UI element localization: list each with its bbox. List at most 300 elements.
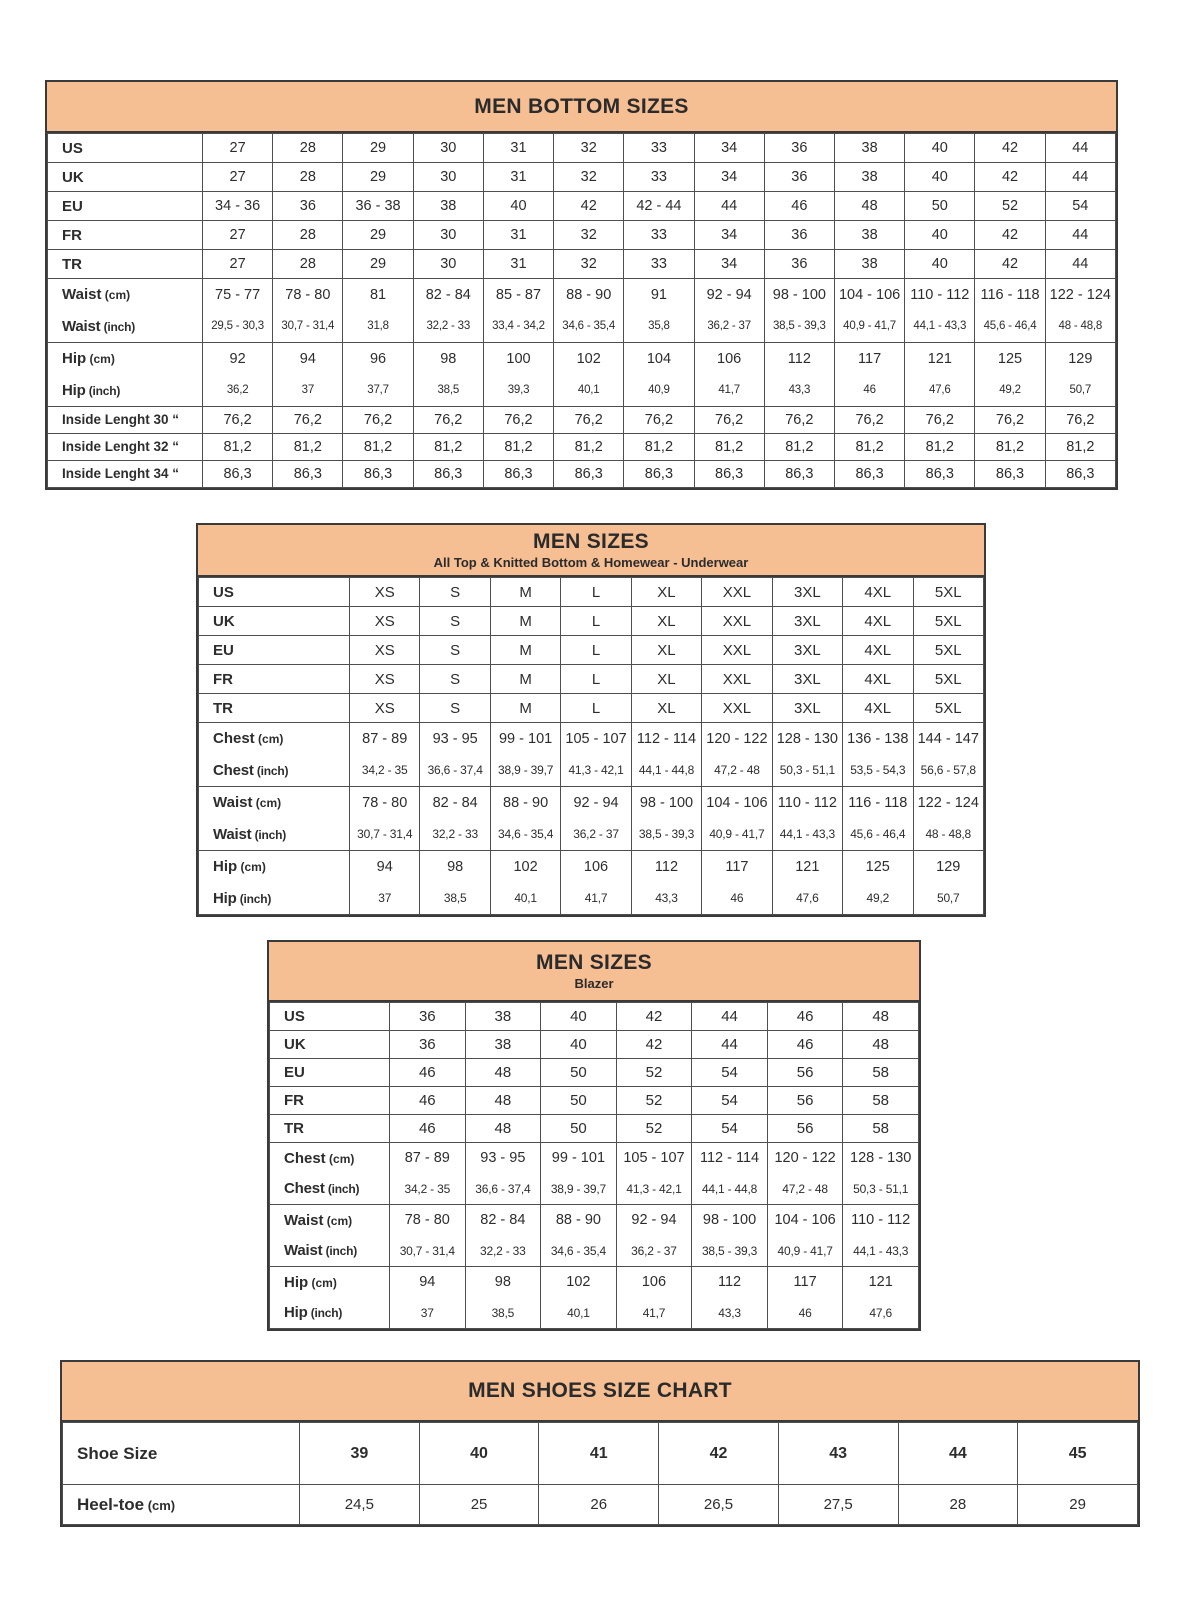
- data-cell: 29: [343, 250, 413, 279]
- row-label: [199, 607, 350, 636]
- data-cell: 56: [767, 1059, 843, 1087]
- row-label-unit: (inch): [100, 320, 136, 334]
- data-cell: 81,2: [554, 434, 624, 461]
- data-cell: 3XL: [772, 578, 842, 607]
- data-cell: 105 - 107 41,3 - 42,1: [561, 723, 631, 787]
- row-label: [270, 1059, 390, 1087]
- data-cell: 42: [616, 1031, 692, 1059]
- data-cell: 46: [767, 1003, 843, 1031]
- data-cell: XXL: [702, 636, 772, 665]
- data-cell: 92 - 94 36,2 - 37: [694, 279, 764, 343]
- table-row: [48, 279, 1116, 343]
- data-cell: 50: [541, 1115, 617, 1143]
- row-label-unit: (cm): [101, 288, 131, 302]
- data-cell: 34 - 36: [203, 192, 273, 221]
- data-cell: 91 35,8: [624, 279, 694, 343]
- data-cell: S: [420, 578, 490, 607]
- data-cell: 36: [390, 1031, 466, 1059]
- data-cell: 106 41,7: [694, 343, 764, 407]
- data-cell: 122 - 124 48 - 48,8: [913, 787, 984, 851]
- data-cell: 76,2: [694, 407, 764, 434]
- data-cell: 98 38,5: [465, 1267, 541, 1329]
- data-cell: 121 47,6: [772, 851, 842, 915]
- data-cell: XL: [631, 578, 701, 607]
- data-cell: 76,2: [905, 407, 975, 434]
- data-cell: 86,3: [203, 461, 273, 488]
- data-cell: 40: [541, 1031, 617, 1059]
- data-cell: 44: [1045, 221, 1115, 250]
- data-cell: 43: [778, 1423, 898, 1485]
- data-cell: 38: [834, 134, 904, 163]
- row-label: [48, 407, 203, 434]
- data-cell: 26,5: [659, 1485, 779, 1525]
- data-cell: 58: [843, 1059, 919, 1087]
- table-row: [199, 636, 984, 665]
- data-cell: 44: [1045, 134, 1115, 163]
- data-cell: 27,5: [778, 1485, 898, 1525]
- data-cell: 5XL: [913, 694, 984, 723]
- data-cell: 86,3: [975, 461, 1045, 488]
- row-label-text: UK: [62, 168, 84, 186]
- data-cell: 30: [413, 221, 483, 250]
- table-row: [270, 1205, 919, 1267]
- data-cell: 81,2: [1045, 434, 1115, 461]
- row-label-unit: (inch): [307, 1306, 343, 1320]
- data-cell: 38: [834, 163, 904, 192]
- row-label-text: Hip: [213, 890, 237, 907]
- data-cell: 38: [413, 192, 483, 221]
- data-cell: 44: [692, 1003, 768, 1031]
- row-label-unit: (cm): [325, 1152, 355, 1166]
- data-cell: 56: [767, 1115, 843, 1143]
- row-label: [199, 723, 350, 787]
- data-cell: 33: [624, 250, 694, 279]
- row-label-text: Hip: [284, 1304, 308, 1321]
- row-label-text: US: [62, 139, 83, 157]
- data-cell: 81,2: [343, 434, 413, 461]
- data-cell: 36: [390, 1003, 466, 1031]
- data-cell: 88 - 90 34,6 - 35,4: [490, 787, 560, 851]
- data-cell: 5XL: [913, 636, 984, 665]
- data-cell: 34: [694, 221, 764, 250]
- table-header: [198, 525, 984, 577]
- row-label: [270, 1031, 390, 1059]
- data-cell: 92 36,2: [203, 343, 273, 407]
- row-label-unit: (inch): [236, 892, 272, 906]
- data-cell: 4XL: [843, 578, 913, 607]
- data-cell: L: [561, 607, 631, 636]
- row-label-unit: (cm): [323, 1214, 353, 1228]
- row-label: [199, 851, 350, 915]
- data-cell: 48: [834, 192, 904, 221]
- row-label-text: Hip: [62, 350, 87, 367]
- data-cell: L: [561, 578, 631, 607]
- data-cell: 27: [203, 221, 273, 250]
- data-cell: 104 40,9: [624, 343, 694, 407]
- data-cell: 96 37,7: [343, 343, 413, 407]
- men-sizes-tops-table: [196, 523, 986, 917]
- data-cell: 120 - 122 47,2 - 48: [702, 723, 772, 787]
- data-cell: 48: [465, 1059, 541, 1087]
- data-cell: 45: [1018, 1423, 1138, 1485]
- data-cell: 30: [413, 134, 483, 163]
- row-label-text: Hip: [284, 1274, 309, 1291]
- row-label: [199, 694, 350, 723]
- data-cell: 3XL: [772, 694, 842, 723]
- data-cell: 38: [465, 1031, 541, 1059]
- data-cell: 31: [483, 221, 553, 250]
- data-cell: 52: [616, 1059, 692, 1087]
- row-label-text: US: [213, 583, 234, 601]
- data-cell: 78 - 80 30,7 - 31,4: [390, 1205, 466, 1267]
- row-label-text: Chest: [284, 1180, 325, 1197]
- table-header: [62, 1362, 1138, 1422]
- data-cell: 4XL: [843, 665, 913, 694]
- row-label: [270, 1143, 390, 1205]
- data-cell: 136 - 138 53,5 - 54,3: [843, 723, 913, 787]
- data-cell: 33: [624, 221, 694, 250]
- table-row: [48, 407, 1116, 434]
- data-cell: 44: [1045, 250, 1115, 279]
- row-label: [48, 434, 203, 461]
- table-row: [270, 1031, 919, 1059]
- data-cell: 110 - 112 44,1 - 43,3: [843, 1205, 919, 1267]
- data-cell: 40: [419, 1423, 539, 1485]
- data-cell: 92 - 94 36,2 - 37: [616, 1205, 692, 1267]
- data-cell: 54: [692, 1115, 768, 1143]
- row-label-text: Chest: [284, 1150, 326, 1167]
- table-row: [48, 163, 1116, 192]
- row-label-text: Waist: [213, 826, 252, 843]
- data-cell: 50: [541, 1059, 617, 1087]
- data-cell: 36: [764, 163, 834, 192]
- data-cell: 3XL: [772, 665, 842, 694]
- data-cell: 112 - 114 44,1 - 44,8: [692, 1143, 768, 1205]
- data-cell: 46: [764, 192, 834, 221]
- data-cell: 81,2: [273, 434, 343, 461]
- table-row: [199, 787, 984, 851]
- data-cell: 26: [539, 1485, 659, 1525]
- data-cell: 116 - 118 45,6 - 46,4: [843, 787, 913, 851]
- row-label-text: Waist: [284, 1212, 324, 1229]
- row-label-text: US: [284, 1008, 305, 1025]
- data-cell: 117 46: [702, 851, 772, 915]
- data-cell: 125 49,2: [843, 851, 913, 915]
- row-label: [270, 1267, 390, 1329]
- row-label-unit: (inch): [251, 828, 287, 842]
- table-row: [270, 1115, 919, 1143]
- data-cell: 48: [843, 1003, 919, 1031]
- row-label-text: UK: [284, 1036, 306, 1053]
- data-cell: 81,2: [413, 434, 483, 461]
- data-cell: 40: [905, 221, 975, 250]
- data-cell: 82 - 84 32,2 - 33: [413, 279, 483, 343]
- data-cell: XXL: [702, 607, 772, 636]
- data-cell: 3XL: [772, 636, 842, 665]
- data-cell: 40: [541, 1003, 617, 1031]
- data-cell: 42: [616, 1003, 692, 1031]
- data-cell: 42: [975, 134, 1045, 163]
- data-cell: 56: [767, 1087, 843, 1115]
- data-cell: 46: [390, 1059, 466, 1087]
- data-cell: XXL: [702, 578, 772, 607]
- row-label: [48, 192, 203, 221]
- table-row: [48, 221, 1116, 250]
- data-cell: S: [420, 665, 490, 694]
- data-cell: 81,2: [764, 434, 834, 461]
- row-label: [270, 1205, 390, 1267]
- data-cell: XS: [350, 607, 420, 636]
- data-cell: S: [420, 607, 490, 636]
- data-cell: 129 50,7: [1045, 343, 1115, 407]
- row-label: [48, 250, 203, 279]
- data-cell: 54: [1045, 192, 1115, 221]
- row-label-text: UK: [213, 612, 235, 630]
- row-label-unit: (inch): [322, 1244, 358, 1258]
- data-cell: 36: [764, 134, 834, 163]
- data-cell: 112 43,3: [692, 1267, 768, 1329]
- table-row: [270, 1087, 919, 1115]
- data-cell: 48: [465, 1087, 541, 1115]
- data-cell: 110 - 112 44,1 - 43,3: [772, 787, 842, 851]
- table-row: [48, 434, 1116, 461]
- data-cell: 36 - 38: [343, 192, 413, 221]
- row-label: [48, 461, 203, 488]
- data-cell: 86,3: [343, 461, 413, 488]
- table-header: [269, 942, 919, 1002]
- row-label-unit: (cm): [237, 860, 266, 874]
- data-cell: 76,2: [483, 407, 553, 434]
- men-shoes-size-chart-table: [60, 1360, 1140, 1527]
- men-bottom-sizes-table: [45, 80, 1118, 490]
- data-cell: 75 - 77 29,5 - 30,3: [203, 279, 273, 343]
- row-label-text: Waist: [62, 286, 102, 303]
- data-cell: 122 - 124 48 - 48,8: [1045, 279, 1115, 343]
- data-cell: XS: [350, 694, 420, 723]
- data-cell: 4XL: [843, 607, 913, 636]
- data-cell: M: [490, 578, 560, 607]
- data-cell: 44: [694, 192, 764, 221]
- data-cell: 50: [905, 192, 975, 221]
- data-cell: M: [490, 636, 560, 665]
- row-label-unit: (cm): [144, 1497, 176, 1513]
- table-row: [270, 1143, 919, 1205]
- data-cell: 46: [390, 1115, 466, 1143]
- table-row: [270, 1003, 919, 1031]
- data-cell: 93 - 95 36,6 - 37,4: [420, 723, 490, 787]
- data-cell: 144 - 147 56,6 - 57,8: [913, 723, 984, 787]
- row-label-unit: (inch): [253, 764, 289, 778]
- data-cell: 78 - 80 30,7 - 31,4: [273, 279, 343, 343]
- row-label-text: EU: [284, 1064, 305, 1081]
- row-label-text: FR: [284, 1092, 304, 1109]
- data-cell: 129 50,7: [913, 851, 984, 915]
- data-cell: 81,2: [483, 434, 553, 461]
- data-cell: 88 - 90 34,6 - 35,4: [554, 279, 624, 343]
- row-label: [48, 221, 203, 250]
- data-cell: 32: [554, 250, 624, 279]
- data-cell: 4XL: [843, 694, 913, 723]
- data-cell: 24,5: [300, 1485, 420, 1525]
- table-row: [199, 694, 984, 723]
- data-cell: 86,3: [624, 461, 694, 488]
- row-label-unit: (cm): [254, 732, 284, 746]
- data-cell: 104 - 106 40,9 - 41,7: [702, 787, 772, 851]
- row-label: [199, 787, 350, 851]
- data-cell: 121 47,6: [905, 343, 975, 407]
- table-row: [48, 343, 1116, 407]
- row-label-text: Hip: [213, 858, 238, 875]
- data-cell: M: [490, 694, 560, 723]
- data-cell: 128 - 130 50,3 - 51,1: [772, 723, 842, 787]
- table-header: [47, 82, 1116, 133]
- data-cell: 32: [554, 221, 624, 250]
- data-cell: 29: [1018, 1485, 1138, 1525]
- data-cell: 86,3: [273, 461, 343, 488]
- data-cell: 54: [692, 1059, 768, 1087]
- row-label-text: TR: [213, 699, 233, 717]
- data-cell: 5XL: [913, 578, 984, 607]
- data-cell: 44: [1045, 163, 1115, 192]
- data-cell: 76,2: [203, 407, 273, 434]
- data-cell: 76,2: [1045, 407, 1115, 434]
- data-cell: 117 46: [834, 343, 904, 407]
- data-cell: 5XL: [913, 607, 984, 636]
- data-cell: 31: [483, 134, 553, 163]
- data-cell: 28: [273, 134, 343, 163]
- table-row: [270, 1267, 919, 1329]
- data-cell: 76,2: [764, 407, 834, 434]
- data-cell: 40: [905, 250, 975, 279]
- data-cell: 58: [843, 1115, 919, 1143]
- data-cell: 27: [203, 134, 273, 163]
- data-cell: 28: [273, 250, 343, 279]
- data-cell: 31: [483, 250, 553, 279]
- data-cell: 41: [539, 1423, 659, 1485]
- row-label-text: FR: [213, 670, 233, 688]
- data-cell: S: [420, 694, 490, 723]
- data-cell: 39: [300, 1423, 420, 1485]
- row-label-text: EU: [213, 641, 234, 659]
- data-cell: 38: [834, 221, 904, 250]
- data-cell: XL: [631, 636, 701, 665]
- data-cell: 76,2: [413, 407, 483, 434]
- data-cell: 98 38,5: [413, 343, 483, 407]
- data-cell: 42: [554, 192, 624, 221]
- data-cell: 40: [905, 163, 975, 192]
- data-cell: 94 37: [390, 1267, 466, 1329]
- data-cell: 76,2: [343, 407, 413, 434]
- data-cell: 42: [975, 221, 1045, 250]
- data-cell: 81,2: [905, 434, 975, 461]
- data-cell: 104 - 106 40,9 - 41,7: [767, 1205, 843, 1267]
- row-label-unit: (cm): [86, 352, 115, 366]
- data-cell: M: [490, 607, 560, 636]
- data-cell: 3XL: [772, 607, 842, 636]
- row-label-text: Inside Lenght 30 “: [62, 412, 180, 427]
- data-cell: 86,3: [413, 461, 483, 488]
- row-label-unit: (cm): [308, 1276, 337, 1290]
- row-label-text: Heel-toe: [77, 1494, 145, 1514]
- data-cell: 76,2: [273, 407, 343, 434]
- data-cell: 42: [975, 163, 1045, 192]
- data-cell: 94 37: [273, 343, 343, 407]
- data-cell: 112 43,3: [764, 343, 834, 407]
- table-row: [48, 461, 1116, 488]
- data-cell: 81 31,8: [343, 279, 413, 343]
- data-cell: 48: [843, 1031, 919, 1059]
- data-cell: 81,2: [975, 434, 1045, 461]
- data-cell: 42: [659, 1423, 779, 1485]
- data-cell: 76,2: [834, 407, 904, 434]
- data-cell: 98 - 100 38,5 - 39,3: [764, 279, 834, 343]
- data-cell: L: [561, 694, 631, 723]
- data-cell: 128 - 130 50,3 - 51,1: [843, 1143, 919, 1205]
- row-label: [63, 1423, 300, 1485]
- data-cell: 38: [465, 1003, 541, 1031]
- row-label-text: Hip: [62, 382, 86, 399]
- row-label-text: Waist: [62, 318, 101, 335]
- size-table: [62, 1422, 1138, 1525]
- row-label: [48, 343, 203, 407]
- data-cell: 94 37: [350, 851, 420, 915]
- data-cell: 36: [764, 250, 834, 279]
- data-cell: XL: [631, 694, 701, 723]
- table-row: [199, 578, 984, 607]
- data-cell: 44: [692, 1031, 768, 1059]
- row-label: [48, 279, 203, 343]
- data-cell: 86,3: [905, 461, 975, 488]
- data-cell: 28: [273, 163, 343, 192]
- table-row: [63, 1423, 1138, 1485]
- data-cell: 117 46: [767, 1267, 843, 1329]
- row-label: [270, 1003, 390, 1031]
- row-label-text: Shoe Size: [77, 1443, 158, 1463]
- table-subtitle: All Top & Knitted Bottom & Homewear - Underwear: [433, 555, 749, 570]
- row-label-unit: (cm): [252, 796, 282, 810]
- data-cell: 4XL: [843, 636, 913, 665]
- data-cell: 81,2: [624, 434, 694, 461]
- data-cell: 81,2: [694, 434, 764, 461]
- data-cell: 121 47,6: [843, 1267, 919, 1329]
- table-title: MEN SIZES: [533, 530, 649, 553]
- table-row: [48, 192, 1116, 221]
- data-cell: 29: [343, 163, 413, 192]
- data-cell: 54: [692, 1087, 768, 1115]
- data-cell: 78 - 80 30,7 - 31,4: [350, 787, 420, 851]
- data-cell: 102 40,1: [554, 343, 624, 407]
- data-cell: 102 40,1: [490, 851, 560, 915]
- table-row: [199, 665, 984, 694]
- data-cell: 106 41,7: [616, 1267, 692, 1329]
- data-cell: XS: [350, 636, 420, 665]
- data-cell: 44: [898, 1423, 1018, 1485]
- data-cell: 29: [343, 221, 413, 250]
- row-label-text: TR: [62, 255, 82, 273]
- data-cell: XS: [350, 665, 420, 694]
- data-cell: 31: [483, 163, 553, 192]
- row-label-text: FR: [62, 226, 82, 244]
- data-cell: XL: [631, 607, 701, 636]
- data-cell: 86,3: [694, 461, 764, 488]
- data-cell: 100 39,3: [483, 343, 553, 407]
- data-cell: 86,3: [764, 461, 834, 488]
- data-cell: 93 - 95 36,6 - 37,4: [465, 1143, 541, 1205]
- data-cell: 86,3: [1045, 461, 1115, 488]
- data-cell: 82 - 84 32,2 - 33: [465, 1205, 541, 1267]
- data-cell: 34: [694, 250, 764, 279]
- data-cell: 112 43,3: [631, 851, 701, 915]
